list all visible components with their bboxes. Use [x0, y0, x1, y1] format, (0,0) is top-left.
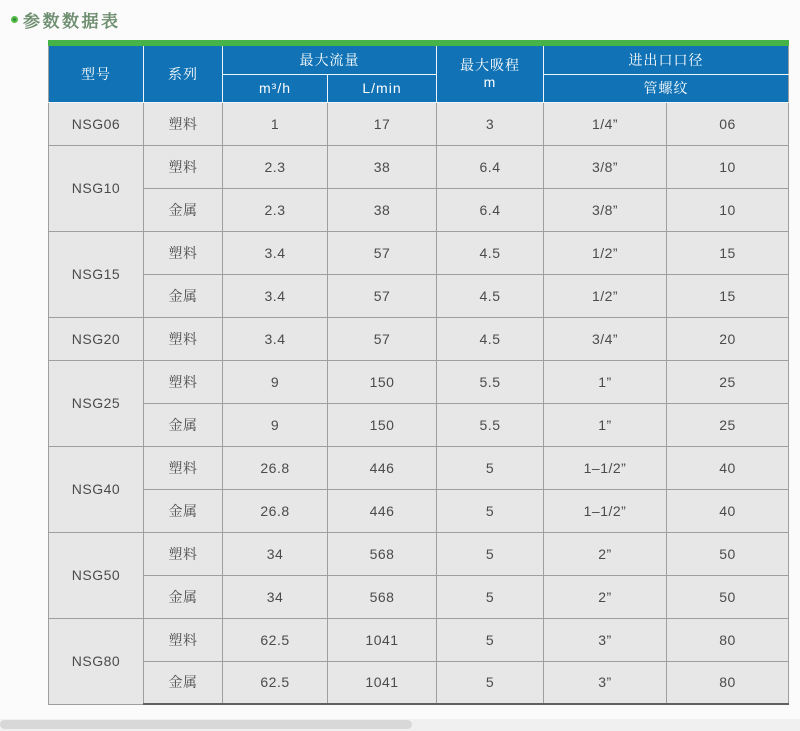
series-cell: 金属: [144, 403, 223, 446]
dn-cell: 15: [667, 231, 789, 274]
thread-cell: 3”: [544, 618, 667, 661]
header-max-flow: 最大流量: [223, 46, 437, 74]
model-cell: NSG15: [49, 231, 144, 317]
m3h-cell: 3.4: [223, 274, 328, 317]
model-cell: NSG40: [49, 446, 144, 532]
m3h-cell: 34: [223, 575, 328, 618]
suction-cell: 5: [437, 532, 544, 575]
table-row: [49, 188, 789, 231]
dn-cell: 20: [667, 317, 789, 360]
header-flow-m3h: m³/h: [223, 74, 328, 102]
thread-cell: 1–1/2”: [544, 489, 667, 532]
m3h-cell: 34: [223, 532, 328, 575]
table-row: [49, 360, 789, 403]
table-row: [49, 274, 789, 317]
thread-cell: 1–1/2”: [544, 446, 667, 489]
series-cell: 金属: [144, 274, 223, 317]
header-flow-lmin: L/min: [328, 74, 437, 102]
dn-cell: 10: [667, 145, 789, 188]
thread-cell: 3/8”: [544, 188, 667, 231]
section-title-text: 参数数据表: [23, 12, 121, 31]
model-cell: NSG80: [49, 618, 144, 704]
model-cell: NSG10: [49, 145, 144, 231]
header-pipe-thread: 管螺纹: [544, 74, 789, 102]
thread-cell: 2”: [544, 532, 667, 575]
m3h-cell: 3.4: [223, 231, 328, 274]
table-row: [49, 618, 789, 661]
series-cell: 金属: [144, 661, 223, 704]
horizontal-scrollbar[interactable]: [0, 719, 800, 731]
suction-cell: 5.5: [437, 360, 544, 403]
table-row: [49, 102, 789, 145]
model-cell: NSG25: [49, 360, 144, 446]
lmin-cell: 446: [328, 489, 437, 532]
table-row: [49, 532, 789, 575]
thread-cell: 1”: [544, 403, 667, 446]
lmin-cell: 57: [328, 317, 437, 360]
lmin-cell: 446: [328, 446, 437, 489]
suction-cell: 6.4: [437, 145, 544, 188]
thread-cell: 3/8”: [544, 145, 667, 188]
m3h-cell: 3.4: [223, 317, 328, 360]
dn-cell: 15: [667, 274, 789, 317]
dn-cell: 06: [667, 102, 789, 145]
header-suction-unit: m: [483, 73, 497, 90]
lmin-cell: 150: [328, 360, 437, 403]
table-row: [49, 403, 789, 446]
lmin-cell: 568: [328, 532, 437, 575]
header-max-suction-label: 最大吸程: [460, 56, 520, 73]
header-port-size: 进出口口径: [544, 46, 789, 74]
suction-cell: 5: [437, 661, 544, 704]
series-cell: 塑料: [144, 360, 223, 403]
series-cell: 塑料: [144, 532, 223, 575]
lmin-cell: 150: [328, 403, 437, 446]
dn-cell: 10: [667, 188, 789, 231]
table-row: [49, 231, 789, 274]
thread-cell: 1”: [544, 360, 667, 403]
dn-cell: 80: [667, 618, 789, 661]
suction-cell: 5: [437, 618, 544, 661]
suction-cell: 4.5: [437, 231, 544, 274]
thread-cell: 3/4”: [544, 317, 667, 360]
table-row: [49, 489, 789, 532]
scrollbar-thumb[interactable]: [0, 720, 412, 729]
m3h-cell: 9: [223, 403, 328, 446]
m3h-cell: 62.5: [223, 618, 328, 661]
table-header: [49, 46, 789, 102]
series-cell: 塑料: [144, 102, 223, 145]
dn-cell: 25: [667, 403, 789, 446]
section-title: [11, 7, 121, 32]
suction-cell: 5.5: [437, 403, 544, 446]
suction-cell: 5: [437, 575, 544, 618]
dn-cell: 40: [667, 446, 789, 489]
parameter-table-body: [49, 102, 789, 704]
header-series: 系列: [144, 46, 223, 102]
series-cell: 塑料: [144, 618, 223, 661]
series-cell: 金属: [144, 575, 223, 618]
thread-cell: 1/4”: [544, 102, 667, 145]
suction-cell: 5: [437, 446, 544, 489]
lmin-cell: 38: [328, 145, 437, 188]
dn-cell: 50: [667, 532, 789, 575]
series-cell: 塑料: [144, 231, 223, 274]
m3h-cell: 1: [223, 102, 328, 145]
lmin-cell: 57: [328, 274, 437, 317]
model-cell: NSG06: [49, 102, 144, 145]
m3h-cell: 2.3: [223, 145, 328, 188]
series-cell: 塑料: [144, 317, 223, 360]
bullet-icon: [11, 16, 18, 23]
m3h-cell: 26.8: [223, 446, 328, 489]
series-cell: 塑料: [144, 145, 223, 188]
m3h-cell: 26.8: [223, 489, 328, 532]
m3h-cell: 62.5: [223, 661, 328, 704]
series-cell: 塑料: [144, 446, 223, 489]
suction-cell: 4.5: [437, 317, 544, 360]
model-cell: NSG50: [49, 532, 144, 618]
series-cell: 金属: [144, 188, 223, 231]
thread-cell: 1/2”: [544, 231, 667, 274]
m3h-cell: 9: [223, 360, 328, 403]
suction-cell: 3: [437, 102, 544, 145]
lmin-cell: 1041: [328, 661, 437, 704]
lmin-cell: 568: [328, 575, 437, 618]
lmin-cell: 38: [328, 188, 437, 231]
table-row: [49, 575, 789, 618]
m3h-cell: 2.3: [223, 188, 328, 231]
suction-cell: 4.5: [437, 274, 544, 317]
parameter-table-container: [48, 40, 789, 705]
series-cell: 金属: [144, 489, 223, 532]
thread-cell: 1/2”: [544, 274, 667, 317]
lmin-cell: 17: [328, 102, 437, 145]
thread-cell: 3”: [544, 661, 667, 704]
dn-cell: 40: [667, 489, 789, 532]
table-row: [49, 145, 789, 188]
header-max-suction: [437, 46, 544, 102]
table-row: [49, 661, 789, 704]
suction-cell: 5: [437, 489, 544, 532]
dn-cell: 50: [667, 575, 789, 618]
header-model: 型号: [49, 46, 144, 102]
dn-cell: 80: [667, 661, 789, 704]
lmin-cell: 1041: [328, 618, 437, 661]
parameter-table: [48, 46, 789, 705]
table-row: [49, 317, 789, 360]
thread-cell: 2”: [544, 575, 667, 618]
suction-cell: 6.4: [437, 188, 544, 231]
table-row: [49, 446, 789, 489]
dn-cell: 25: [667, 360, 789, 403]
model-cell: NSG20: [49, 317, 144, 360]
lmin-cell: 57: [328, 231, 437, 274]
